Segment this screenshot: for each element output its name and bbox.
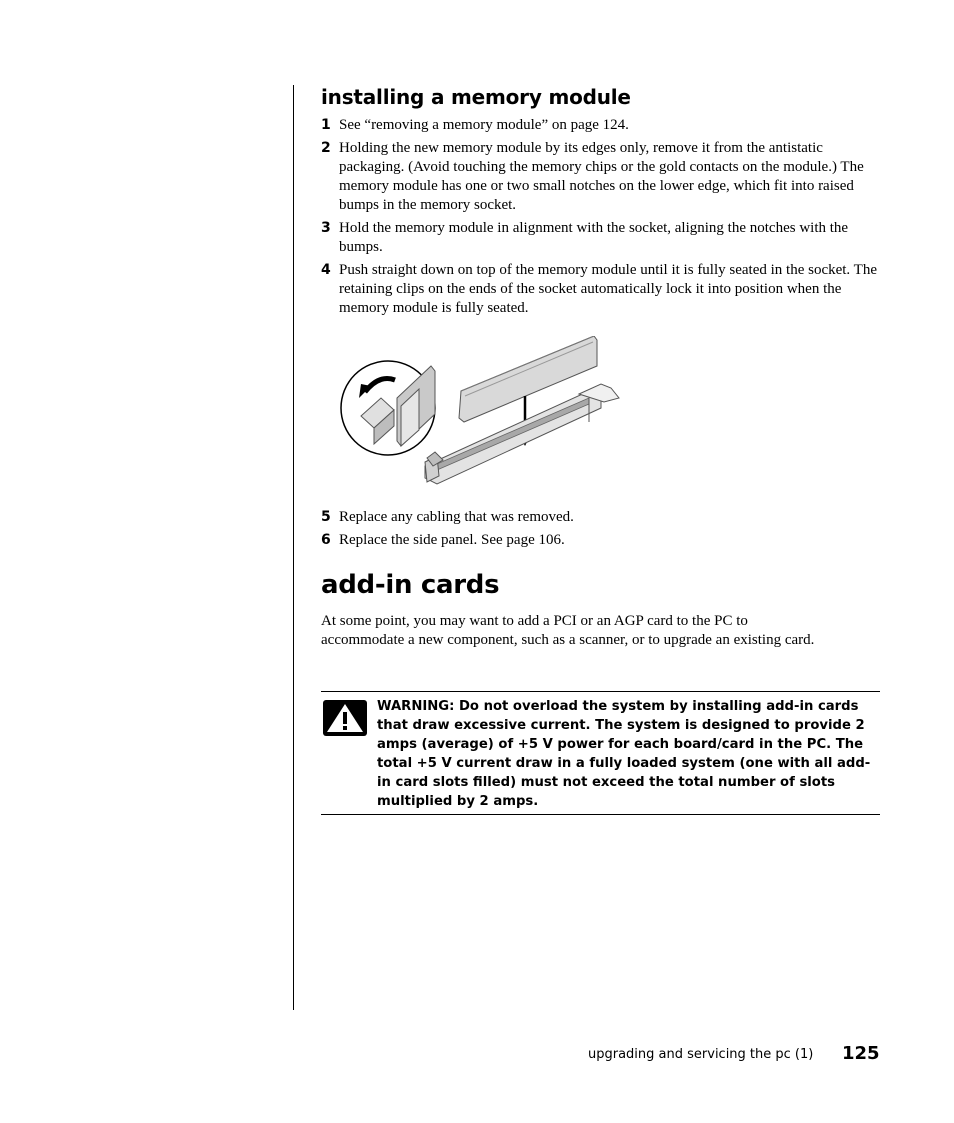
list-item: [321, 139, 880, 215]
list-item: [321, 219, 880, 257]
warning-text: WARNING: Do not overload the system by installing add-in cards that draw excessive current. The system is designed to provide 2 amps (average) of +5 V power for each board/card in the PC. The total +5 V current draw in a fully loaded system (one with all add-in card slots filled) must not exceed the total number of slots multiplied by 2 amps.: [377, 699, 871, 809]
clip-detail-circle: [341, 361, 435, 455]
step-number: 3: [321, 220, 331, 236]
step-number: 1: [321, 117, 331, 133]
list-item: [321, 261, 880, 318]
step-text: Hold the memory module in alignment with the socket, aligning the notches with the bumps.: [339, 220, 849, 255]
footer-chapter: upgrading and servicing the pc (1): [588, 1047, 814, 1062]
step-text: Replace the side panel. See page 106.: [339, 532, 565, 548]
memory-module-illustration: [339, 336, 639, 496]
margin-rule: [293, 85, 294, 1010]
steps-list-before: [321, 116, 880, 318]
step-number: 6: [321, 532, 331, 548]
step-number: 5: [321, 509, 331, 525]
step-text: See “removing a memory module” on page 124.: [339, 117, 629, 133]
section-heading-add-in-cards: add-in cards: [321, 570, 500, 600]
step-number: 2: [321, 140, 331, 156]
step-text: Replace any cabling that was removed.: [339, 509, 574, 525]
warning-icon: [323, 700, 367, 736]
step-text: Holding the new memory module by its edges only, remove it from the antistatic packaging. (Avoid touching the memory chips or the gold contacts on the module.) The memory module has one or two small notches on the lower edge, which fit into raised bumps in the memory socket.: [339, 140, 864, 213]
step-text: Push straight down on top of the memory module until it is fully seated in the socket. The retaining clips on the ends of the socket automatically lock it into position when the memory module is fully seated.: [339, 262, 877, 316]
section-heading-memory: installing a memory module: [321, 85, 631, 109]
warning-box: [321, 691, 880, 815]
list-item: [321, 531, 880, 550]
list-item: [321, 116, 880, 135]
steps-list-after: [321, 508, 880, 550]
page-number: 125: [842, 1043, 880, 1064]
main-content: [321, 85, 880, 650]
memory-socket: [425, 384, 619, 484]
list-item: [321, 508, 880, 527]
step-number: 4: [321, 262, 331, 278]
intro-paragraph: At some point, you may want to add a PCI or an AGP card to the PC to accommodate a new component, such as a scanner, or to upgrade an existing card.: [321, 613, 815, 648]
